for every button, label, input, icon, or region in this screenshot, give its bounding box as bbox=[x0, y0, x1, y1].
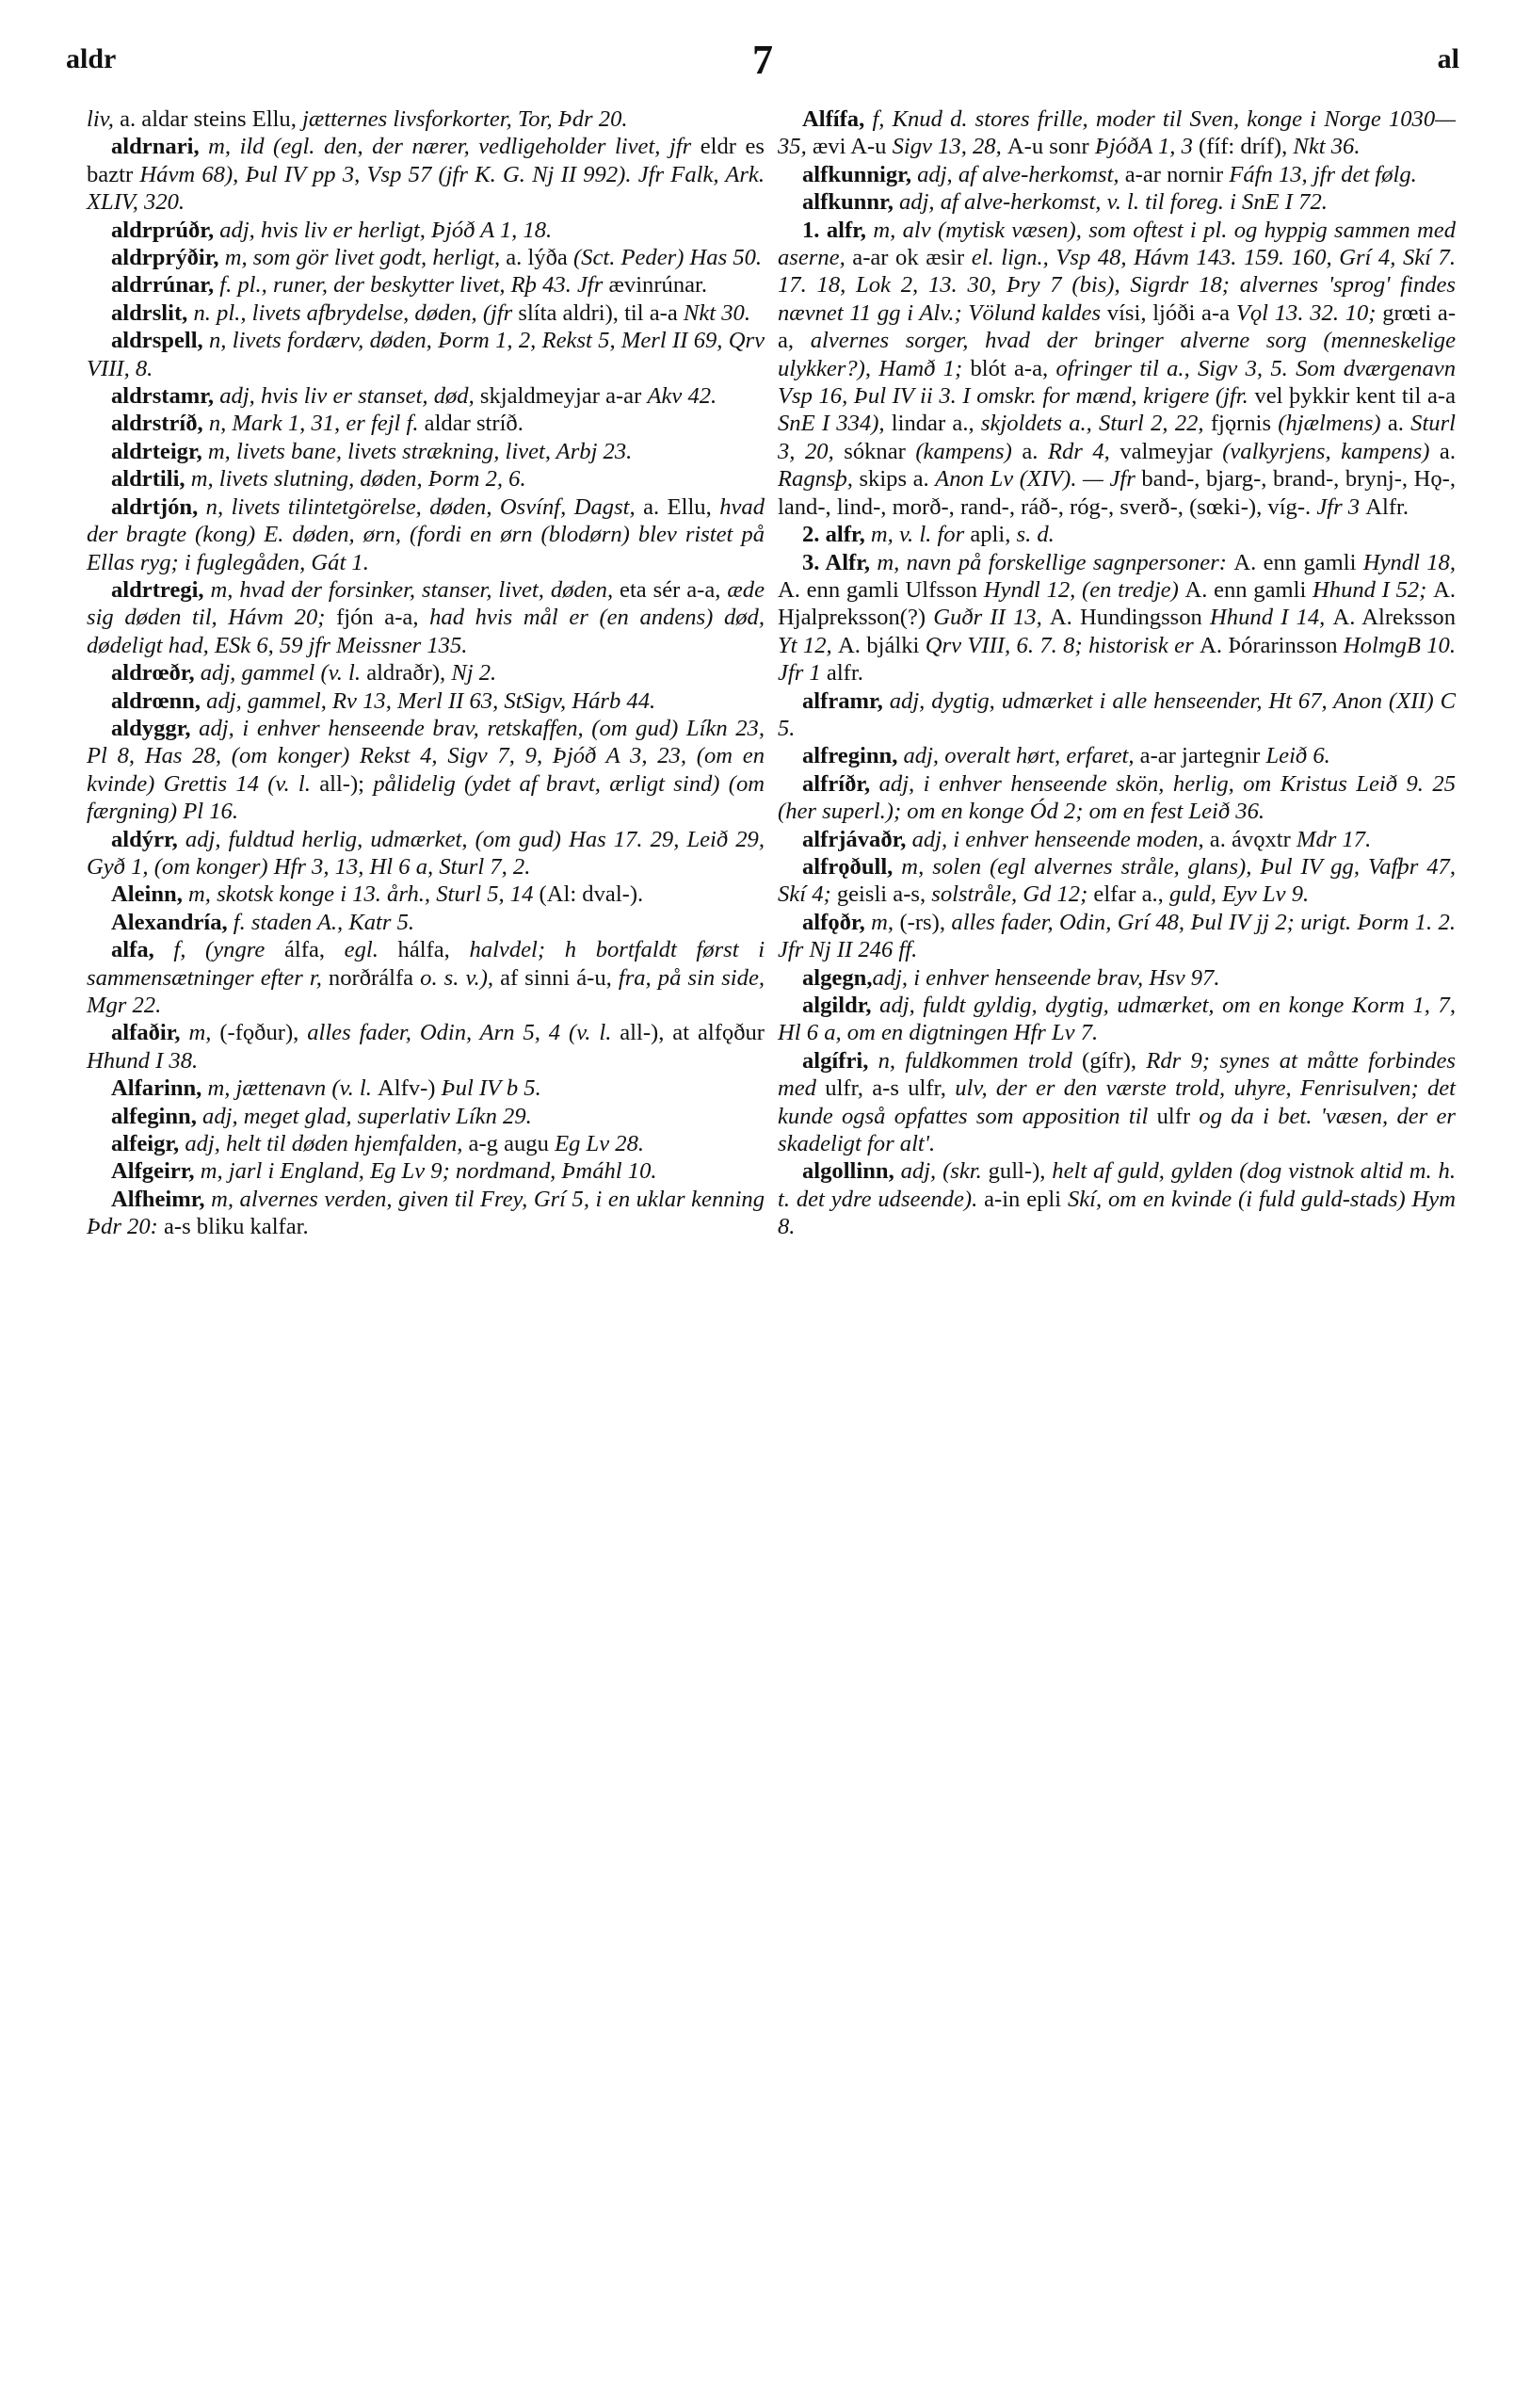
source-text: Alfr. bbox=[1365, 493, 1409, 520]
gloss-text: n, Mark 1, 31, er fejl f. bbox=[202, 411, 425, 437]
source-text: a. Ellu, bbox=[643, 493, 720, 520]
headword: alfrjávaðr, bbox=[802, 826, 907, 852]
gloss-text: o. s. v.), bbox=[420, 964, 501, 991]
headword: alfríðr, bbox=[802, 770, 871, 797]
source-text: ævi A-u bbox=[812, 134, 893, 160]
dictionary-entry bbox=[87, 465, 765, 493]
headword: alfa, bbox=[111, 937, 154, 963]
source-text: (fíf: dríf), bbox=[1199, 134, 1294, 160]
source-text: A. enn gamli bbox=[1184, 576, 1313, 603]
dictionary-entry bbox=[778, 687, 1456, 743]
gloss-text: f. pl., runer, der beskytter livet, Rþ 43. Jfr bbox=[214, 272, 609, 299]
gloss-text: egl. bbox=[344, 937, 398, 963]
source-text: af sinni á-u, bbox=[500, 964, 619, 991]
left-guide-word: aldr bbox=[66, 43, 117, 74]
source-text: a-g augu bbox=[468, 1131, 556, 1157]
gloss-text: m, bbox=[180, 1020, 220, 1046]
left-column bbox=[87, 105, 765, 1241]
gloss-text: og da i bet. 'væsen, der er skadeligt for alt'. bbox=[778, 1103, 1456, 1157]
dictionary-entry bbox=[87, 299, 765, 327]
source-text: alfr. bbox=[826, 660, 863, 687]
gloss-text: m, som gör livet godt, herligt, bbox=[218, 245, 507, 271]
source-text: A-u sonr bbox=[1007, 134, 1095, 160]
headword: alframr, bbox=[802, 687, 883, 714]
source-text: a-s bliku kalfar. bbox=[163, 1214, 309, 1240]
gloss-text: f, (yngre bbox=[153, 937, 284, 963]
gloss-text: Hhund I 14, bbox=[1210, 605, 1333, 631]
source-text: gull-), bbox=[988, 1158, 1053, 1185]
source-text: grœti a-a, bbox=[778, 299, 1457, 354]
source-text: álfa, bbox=[284, 937, 345, 963]
source-text: Alfv-) bbox=[378, 1075, 442, 1102]
headword: aldrspell, bbox=[111, 328, 203, 354]
headword: alfaðir, bbox=[111, 1020, 181, 1046]
headword: alfreginn, bbox=[802, 743, 898, 769]
gloss-text: Nkt 36. bbox=[1293, 134, 1361, 160]
gloss-text: adj, fuldtud herlig, udmærket, (om gud) Has 17. 29, Leið 29, Gyð 1, (om konger) Hfr 3, 13, Hl 6 a, Sturl 7, 2. bbox=[87, 826, 765, 880]
gloss-text: Qrv VIII, 6. 7. 8; historisk er bbox=[925, 632, 1200, 658]
gloss-text: halvdel; h bortfaldt først i sammensætninger efter r, bbox=[87, 937, 765, 991]
gloss-text: alles fader, Odin, Arn 5, 4 (v. l. bbox=[307, 1020, 620, 1046]
gloss-text: m, bbox=[864, 909, 900, 935]
gloss-text: ofringer til a., Sigv 3, 5. Som dværgenavn Vsp 16, Þul IV ii 3. I omskr. for mænd, krigere (jfr. bbox=[778, 355, 1456, 410]
source-text: A. Hundingsson bbox=[1049, 605, 1211, 631]
gloss-text: fra, på sin side, Mgr 22. bbox=[87, 964, 765, 1018]
gloss-text: Vǫl 13. 32. 10; bbox=[1235, 299, 1383, 326]
gloss-text: el. lign., Vsp 48, Hávm 143. 159. 160, Grí 4, Skí 7. 17. 18, Lok 2, 13. 30, Þry 7 (bis), Sigrdr 18; alvernes 'sprog' findes nævnet 11 gg i Alv.; Völund kaldes bbox=[778, 245, 1456, 326]
gloss-text: m, alvernes verden, given til Frey, Grí 5, i en uklar kenning Þdr 20: bbox=[87, 1186, 765, 1240]
gloss-text: m, livets slutning, døden, Þorm 2, 6. bbox=[185, 466, 526, 493]
gloss-text: (Sct. Peder) Has 50. bbox=[572, 245, 763, 271]
source-text: ulfr, a-s ulfr, bbox=[825, 1075, 956, 1102]
page-number: 7 bbox=[752, 37, 773, 83]
gloss-text: Hhund I 38. bbox=[87, 1047, 199, 1074]
gloss-text: alles fader, Odin, Grí 48, Þul IV jj 2; urigt. Þorm 1. 2. Jfr Nj II 246 ff. bbox=[778, 909, 1456, 963]
gloss-text: m, solen (egl alvernes stråle, glans), Þul IV gg, Vafþr 47, Skí 4; bbox=[778, 853, 1456, 908]
gloss-text: adj, overalt hørt, erfaret, bbox=[897, 743, 1140, 769]
source-text: lindar a., bbox=[891, 411, 981, 437]
source-text: vel þykkir kent til a-a bbox=[1254, 383, 1456, 410]
source-text: A. bjálki bbox=[838, 632, 926, 658]
dictionary-entry bbox=[87, 826, 765, 881]
source-text: a-ar nornir bbox=[1124, 161, 1230, 187]
source-text: a. bbox=[1387, 411, 1411, 437]
dictionary-entry bbox=[778, 853, 1456, 909]
gloss-text: helt af guld, gylden (dog vistnok altid m. h. t. det ydre udseende). bbox=[778, 1158, 1456, 1212]
dictionary-entry bbox=[87, 576, 765, 659]
dictionary-entry bbox=[87, 881, 765, 908]
gloss-text: adj, gammel (v. l. bbox=[194, 660, 367, 687]
dictionary-entry bbox=[87, 133, 765, 216]
dictionary-entry bbox=[778, 909, 1456, 964]
headword: aldrslit, bbox=[111, 299, 188, 326]
gloss-text: adj, af alve-herkomst, v. l. til foreg. i SnE I 72. bbox=[893, 189, 1328, 216]
dictionary-entry bbox=[87, 1186, 765, 1241]
source-text: a. bbox=[1439, 438, 1456, 464]
headword: Alfheimr, bbox=[111, 1186, 205, 1212]
headword: aldyggr, bbox=[111, 715, 191, 741]
headword: alfǫðr, bbox=[802, 909, 865, 935]
headword: algífri, bbox=[802, 1047, 869, 1074]
source-text: all-); bbox=[319, 770, 374, 797]
headword: 3. Alfr, bbox=[802, 549, 871, 575]
gloss-text: m, v. l. for bbox=[864, 522, 971, 548]
gloss-text: HolmgB 10. Jfr 1 bbox=[778, 632, 1456, 687]
source-text: skjaldmeyjar a-ar bbox=[479, 383, 648, 410]
source-text: band-, bjarg-, brand-, brynj-, Hǫ-, land-, lind-, morð-, rand-, ráð-, róg-, sverð-, (sœki-), víg-. bbox=[778, 466, 1457, 520]
gloss-text: n, livets fordærv, døden, Þorm 1, 2, Rekst 5, Merl II 69, Qrv VIII, 8. bbox=[87, 328, 765, 381]
gloss-text: ulv, der er den værste trold, uhyre, Fenrisulven; det kunde også opfattes som apposition til bbox=[778, 1075, 1456, 1129]
gloss-text: Nkt 30. bbox=[683, 299, 750, 326]
source-text: (-rs), bbox=[899, 909, 952, 935]
source-text: a. ávǫxtr bbox=[1209, 826, 1297, 852]
headword: aldýrr, bbox=[111, 826, 178, 852]
dictionary-entry bbox=[778, 521, 1456, 548]
source-text: elfar a., bbox=[1093, 881, 1169, 908]
gloss-text: adj, i enhver henseende brav, Hsv 97. bbox=[872, 964, 1220, 991]
source-text: skips a. bbox=[859, 466, 936, 493]
gloss-text: (valkyrjens, kampens) bbox=[1222, 438, 1440, 464]
gloss-text: adj, (skr. bbox=[894, 1158, 989, 1185]
source-text: A. Alreksson bbox=[1332, 605, 1456, 631]
headword: aldrtregi, bbox=[111, 576, 204, 603]
source-text: aldar stríð. bbox=[424, 411, 523, 437]
gloss-text: adj, meget glad, superlativ Líkn 29. bbox=[196, 1103, 532, 1129]
source-text: ulfr bbox=[1156, 1103, 1200, 1129]
gloss-text: m, navn på forskellige sagnpersoner: bbox=[870, 549, 1234, 575]
gloss-text: hvad der bragte (kong) E. døden, ørn, (fordi en ørn (blodørn) blev ristet på Ellas ryg; i fuglegåden, Gát 1. bbox=[87, 493, 765, 575]
headword: Alfífa, bbox=[802, 106, 865, 132]
source-text: (Al: dval-). bbox=[539, 881, 644, 908]
dictionary-entry bbox=[87, 1103, 765, 1130]
gloss-text: adj, hvis liv er stanset, død, bbox=[214, 383, 480, 410]
source-text: ævinrúnar. bbox=[608, 272, 708, 299]
gloss-text: Sturl 3, 20, bbox=[778, 411, 1457, 464]
headword: aldrtjón, bbox=[111, 493, 199, 520]
gloss-text: Anon Lv (XIV). — Jfr bbox=[935, 466, 1142, 493]
gloss-text: liv, bbox=[87, 106, 121, 132]
source-text: slíta aldri), til a-a bbox=[518, 299, 684, 326]
gloss-text: Sigv 13, 28, bbox=[892, 134, 1007, 160]
source-text: A. enn gamli Ulfsson bbox=[778, 576, 984, 603]
gloss-text: n, fuldkommen trold bbox=[868, 1047, 1083, 1074]
headword: algollinn, bbox=[802, 1158, 894, 1185]
dictionary-entry bbox=[87, 438, 765, 465]
gloss-text: f. staden A., Katr 5. bbox=[227, 909, 415, 935]
source-text: fjǫrnis bbox=[1210, 411, 1279, 437]
gloss-text: s. d. bbox=[1016, 522, 1055, 548]
gloss-text: m, livets bane, livets strækning, livet, Arbj 23. bbox=[201, 438, 633, 464]
source-text: (-fǫður), bbox=[219, 1020, 308, 1046]
headword: alfeginn, bbox=[111, 1103, 197, 1129]
source-text: a. aldar steins Ellu, bbox=[120, 106, 303, 132]
gloss-text: m, skotsk konge i 13. årh., Sturl 5, 14 bbox=[182, 881, 540, 908]
headword: 1. alfr, bbox=[802, 217, 866, 243]
gloss-text: Hhund I 52; bbox=[1313, 576, 1434, 603]
gloss-text: m, jættenavn (v. l. bbox=[201, 1075, 378, 1102]
gloss-text: adj, hvis liv er herligt, Þjóð A 1, 18. bbox=[214, 217, 553, 243]
gloss-text: Hávm 68), Þul IV pp 3, Vsp 57 (jfr K. G. Nj II 992). Jfr Falk, Ark. XLIV, 320. bbox=[87, 161, 765, 216]
gloss-text: Skí, om en kvinde (i fuld guld-stads) Hym 8. bbox=[778, 1186, 1456, 1240]
page-header bbox=[66, 26, 1459, 92]
dictionary-entry bbox=[778, 1157, 1456, 1240]
headword: 2. alfr, bbox=[802, 522, 865, 548]
dictionary-entry bbox=[87, 244, 765, 271]
gloss-text: Guðr II 13, bbox=[933, 605, 1050, 631]
dictionary-entry bbox=[778, 549, 1456, 687]
gloss-text: æde sig døden til, Hávm 20; bbox=[87, 576, 765, 631]
headword: aldrstamr, bbox=[111, 383, 215, 410]
dictionary-entry bbox=[778, 105, 1456, 161]
headword: aldrprúðr, bbox=[111, 217, 215, 243]
gloss-text: Þul IV b 5. bbox=[441, 1075, 541, 1102]
dictionary-entry bbox=[87, 715, 765, 826]
dictionary-entry bbox=[87, 909, 765, 936]
source-text: a. bbox=[1022, 438, 1048, 464]
source-text: norðrálfa bbox=[328, 964, 421, 991]
gloss-text: Leið 6. bbox=[1265, 743, 1330, 769]
dictionary-entry bbox=[778, 188, 1456, 216]
source-text: A. enn gamli bbox=[1233, 549, 1363, 575]
dictionary-entry bbox=[778, 161, 1456, 188]
source-text: a-ar jartegnir bbox=[1139, 743, 1266, 769]
gloss-text: adj, af alve-herkomst, bbox=[910, 161, 1125, 187]
source-text: sóknar bbox=[844, 438, 916, 464]
gloss-text: Ragnsþ, bbox=[778, 466, 860, 493]
headword: algegn, bbox=[802, 964, 873, 991]
gloss-text: guld, Eyv Lv 9. bbox=[1168, 881, 1310, 908]
source-text: hálfa, bbox=[397, 937, 470, 963]
dictionary-entry bbox=[87, 327, 765, 382]
dictionary-entry bbox=[778, 1047, 1456, 1158]
headword: Aleinn, bbox=[111, 881, 183, 908]
headword: aldrteigr, bbox=[111, 438, 202, 464]
right-guide-word: al bbox=[1437, 43, 1459, 74]
gloss-text: Hyndl 12, (en tredje) bbox=[983, 576, 1185, 603]
dictionary-entry bbox=[778, 826, 1456, 853]
source-text: aldraðr), bbox=[366, 660, 452, 687]
gloss-text: Fáfn 13, jfr det følg. bbox=[1229, 161, 1417, 187]
headword: Alfarinn, bbox=[111, 1075, 202, 1102]
dictionary-entry bbox=[778, 770, 1456, 826]
source-text: a-in epli bbox=[984, 1186, 1068, 1212]
headword: alfkunnigr, bbox=[802, 161, 911, 187]
gloss-text: Eg Lv 28. bbox=[555, 1131, 645, 1157]
source-text: (gífr), bbox=[1082, 1047, 1147, 1074]
gloss-text: Yt 12, bbox=[778, 632, 839, 658]
gloss-text: adj, i enhver henseende moden, bbox=[906, 826, 1210, 852]
dictionary-entry bbox=[87, 936, 765, 1019]
gloss-text: adj, fuldt gyldig, dygtig, udmærket, om en konge Korm 1, 7, Hl 6 a, om en digtningen Hfr Lv 7. bbox=[778, 993, 1456, 1046]
gloss-text: alvernes sorger, hvad der bringer alverne sorg (menneskelige ulykker?), Hamð 1; bbox=[778, 328, 1456, 381]
gloss-text: m, alv (mytisk væsen), som oftest i pl. og hyppig sammen med aserne, bbox=[778, 217, 1456, 271]
gloss-text: had hvis mål er (en andens) død, dødeligt had, ESk 6, 59 jfr Meissner 135. bbox=[87, 605, 765, 658]
source-text: eta sér a-a, bbox=[620, 576, 728, 603]
dictionary-entry bbox=[87, 410, 765, 437]
source-text: all-), at alfǫður bbox=[620, 1020, 765, 1046]
gloss-text: n, livets tilintetgörelse, døden, Osvínf, Dagst, bbox=[198, 493, 644, 520]
source-text: A. Hjalpreksson(?) bbox=[778, 576, 1456, 631]
dictionary-entry bbox=[778, 217, 1456, 521]
source-text: eldr es baztr bbox=[87, 134, 765, 187]
dictionary-entry bbox=[87, 1157, 765, 1185]
gloss-text: Rdr 4, bbox=[1047, 438, 1120, 464]
dictionary-entry bbox=[87, 382, 765, 410]
dictionary-entry bbox=[87, 271, 765, 299]
right-column bbox=[778, 105, 1456, 1241]
source-text: a. lýða bbox=[506, 245, 573, 271]
gloss-text: Rdr 9; synes at måtte forbindes med bbox=[778, 1047, 1457, 1102]
headword: alfrǫðull, bbox=[802, 853, 894, 880]
headword: aldrœðr, bbox=[111, 660, 195, 687]
gloss-text: adj, gammel, Rv 13, Merl II 63, StSigv, Hárb 44. bbox=[201, 687, 656, 714]
gloss-text: jætternes livsforkorter, Tor, Þdr 20. bbox=[302, 106, 628, 132]
gloss-text: Hyndl 18, bbox=[1362, 549, 1457, 575]
headword: algildr, bbox=[802, 993, 872, 1018]
gloss-text: m, jarl i England, Eg Lv 9; nordmand, Þmáhl 10. bbox=[194, 1158, 657, 1185]
dictionary-entry bbox=[87, 217, 765, 244]
headword: aldrtili, bbox=[111, 466, 185, 493]
source-text: apli, bbox=[970, 522, 1017, 548]
gloss-text: SnE I 334), bbox=[778, 411, 892, 437]
dictionary-entry bbox=[778, 992, 1456, 1047]
dictionary-entry bbox=[87, 659, 765, 687]
dictionary-entry bbox=[87, 493, 765, 576]
source-text: blót a-a, bbox=[970, 355, 1056, 381]
source-text: A. Þórarinsson bbox=[1200, 632, 1344, 658]
headword: aldrnari, bbox=[111, 134, 200, 160]
gloss-text: skjoldets a., Sturl 2, 22, bbox=[980, 411, 1211, 437]
headword: Alfgeirr, bbox=[111, 1158, 195, 1185]
dictionary-entry bbox=[87, 105, 765, 133]
gloss-text: m, hvad der forsinker, stanser, livet, døden, bbox=[203, 576, 620, 603]
dictionary-entry bbox=[778, 964, 1456, 992]
dictionary-entry bbox=[87, 1019, 765, 1075]
gloss-text: f, Knud d. stores frille, moder til Sven, konge i Norge 1030—35, bbox=[778, 106, 1456, 160]
dictionary-entry bbox=[778, 742, 1456, 769]
dictionary-entry bbox=[87, 687, 765, 715]
source-text: valmeyjar bbox=[1119, 438, 1223, 464]
source-text: a-ar ok æsir bbox=[852, 245, 972, 271]
gloss-text: Jfr 3 bbox=[1316, 493, 1366, 520]
gloss-text: m, ild (egl. den, der nærer, vedligeholder livet, jfr bbox=[199, 134, 701, 160]
headword: aldrstríð, bbox=[111, 411, 203, 437]
headword: aldrrúnar, bbox=[111, 272, 215, 299]
headword: Alexandría, bbox=[111, 909, 228, 935]
headword: aldrœnn, bbox=[111, 687, 201, 714]
gloss-text: adj, helt til døden hjemfalden, bbox=[179, 1131, 469, 1157]
headword: aldrprýðir, bbox=[111, 245, 219, 271]
source-text: fjón a-a, bbox=[336, 605, 430, 631]
dictionary-entry bbox=[87, 1130, 765, 1157]
gloss-text: solstråle, Gd 12; bbox=[931, 881, 1094, 908]
gloss-text: Akv 42. bbox=[647, 383, 717, 410]
gloss-text: n. pl., livets afbrydelse, døden, (jfr bbox=[187, 299, 519, 326]
gloss-text: Nj 2. bbox=[451, 660, 497, 687]
gloss-text: adj, i enhver henseende brav, retskaffen, (om gud) Líkn 23, Pl 8, Has 28, (om konger) Rekst 4, Sigv 7, 9, Þjóð A 3, 23, (om en kvinde) Grettis 14 (v. l. bbox=[87, 715, 765, 797]
gloss-text: adj, dygtig, udmærket i alle henseender, Ht 67, Anon (XII) C 5. bbox=[778, 687, 1456, 741]
gloss-text: Mdr 17. bbox=[1296, 826, 1372, 852]
gloss-text: pålidelig (ydet af bravt, ærligt sind) (om færgning) Pl 16. bbox=[87, 770, 765, 825]
headword: alfkunnr, bbox=[802, 189, 894, 216]
source-text: vísi, ljóði a-a bbox=[1106, 299, 1236, 326]
dictionary-entry bbox=[87, 1075, 765, 1102]
gloss-text: (kampens) bbox=[915, 438, 1023, 464]
headword: alfeigr, bbox=[111, 1131, 180, 1157]
gloss-text: ÞjóðA 1, 3 bbox=[1094, 134, 1200, 160]
gloss-text: adj, i enhver henseende skön, herlig, om Kristus Leið 9. 25 (her superl.); om en konge Ód 2; om en fest Leið 36. bbox=[778, 770, 1456, 825]
gloss-text: (hjælmens) bbox=[1278, 411, 1388, 437]
source-text: geisli a-s, bbox=[836, 881, 932, 908]
